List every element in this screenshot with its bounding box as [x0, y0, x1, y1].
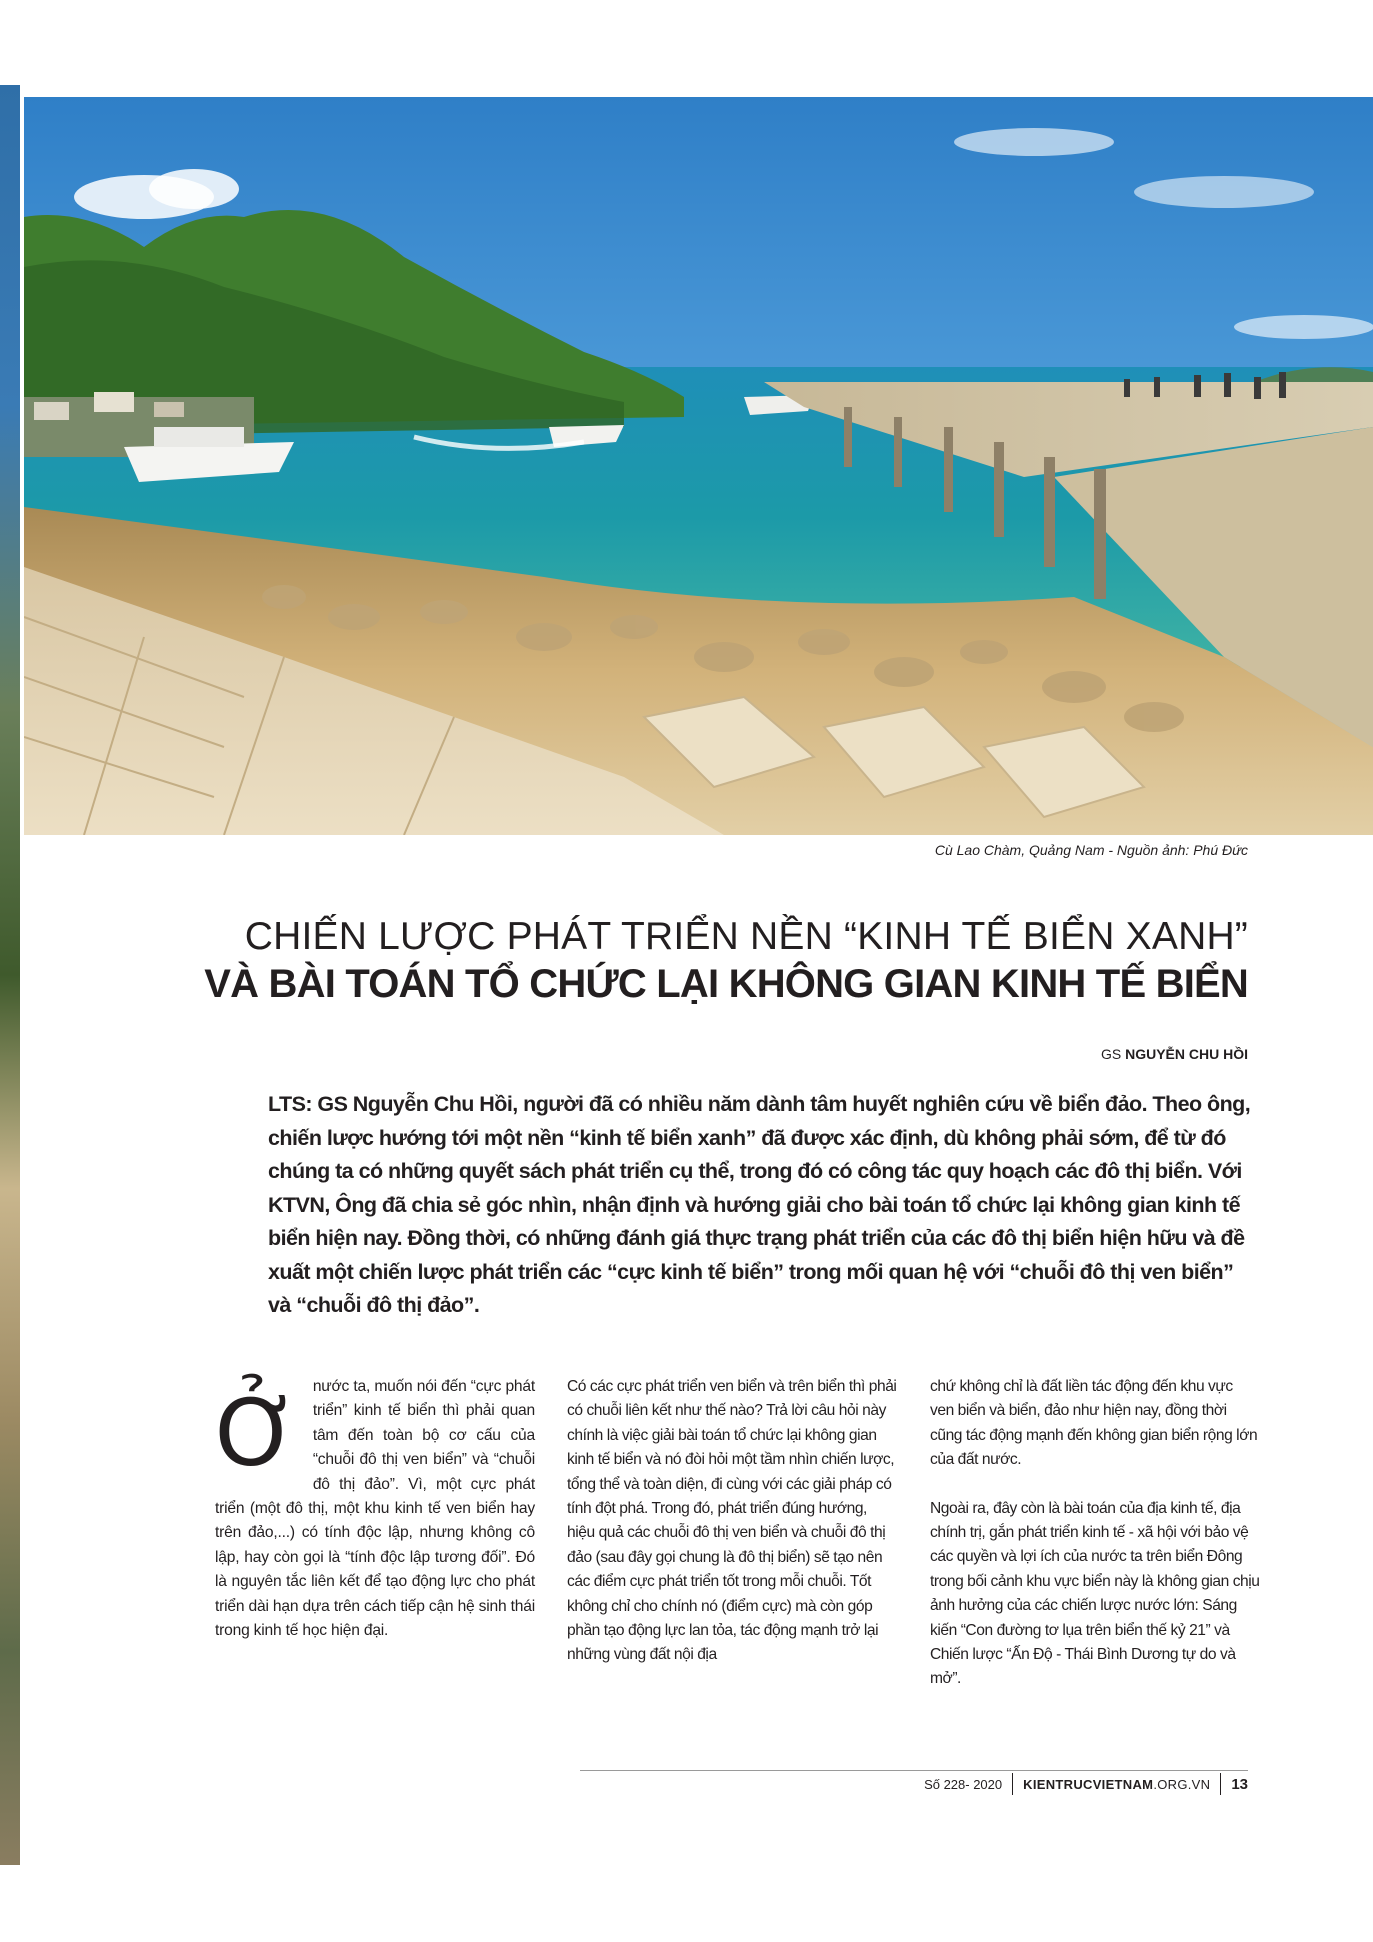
body-column-1 — [215, 1375, 535, 1667]
dropcap: Ở — [215, 1380, 299, 1487]
footer-separator — [1220, 1773, 1221, 1795]
site-link[interactable] — [1023, 1777, 1210, 1792]
issue-number: Số 228- 2020 — [924, 1776, 1003, 1792]
byline-prefix: GS — [1100, 1046, 1122, 1062]
page-footer — [924, 1772, 1248, 1796]
body-paragraph-4: Ngoài ra, đây còn là bài toán của địa kinh tế, địa chính trị, gắn phát triển kinh tế - xã hội với bảo vệ các quyền và lợi ích của nước ta trên biển Đông trong bối cảnh khu vực biển này là không gian chịu ảnh hưởng của các chiến lược nước lớn: Sáng kiến “Con đường tơ lụa trên biển thế kỷ 21” và Chiến lược “Ấn Độ - Thái Bình Dương tự do và mở”. — [930, 1499, 1260, 1688]
byline — [1101, 1046, 1248, 1062]
byline-author: NGUYỄN CHU HỒI — [1125, 1046, 1248, 1062]
body-column-2 — [567, 1375, 897, 1692]
site-main: KIENTRUCVIETNAM — [1023, 1776, 1154, 1792]
photo-caption: Cù Lao Chàm, Quảng Nam - Nguồn ảnh: Phú Đức — [934, 842, 1248, 858]
headline-line-1: CHIẾN LƯỢC PHÁT TRIỂN NỀN “KINH TẾ BIỂN XANH” — [244, 915, 1248, 958]
hero-photo — [24, 97, 1373, 835]
footer-separator — [1012, 1773, 1013, 1795]
adjacent-page-edge — [0, 85, 20, 1865]
body-paragraph-2: Có các cực phát triển ven biển và trên biển thì phải có chuỗi liên kết như thế nào? Trả lời câu hỏi này chính là việc giải bài toán tổ chức lại không gian kinh tế biển và nó đòi hỏi một tầm nhìn chiến lược, tổng thể và toàn diện, đi cùng với các giải pháp có tính đột phá. Trong đó, phát triển đúng hướng, hiệu quả các chuỗi đô thị ven biển và chuỗi đô thị đảo (sau đây gọi chung là đô thị biển) sẽ tạo nên các điểm cực phát triển tốt trong mỗi chuỗi. Tốt không chỉ cho chính nó (điểm cực) mà còn góp phần tạo động lực lan tỏa, tác động mạnh trở lại những vùng đất nội địa — [567, 1378, 897, 1664]
footer-rule — [580, 1770, 1248, 1771]
body-paragraph-3: chứ không chỉ là đất liền tác động đến khu vực ven biển và biển, đảo như hiện nay, đồng thời cũng tác động mạnh đến không gian biển rộng lớn của đất nước. — [930, 1378, 1258, 1469]
site-suffix: .ORG.VN — [1153, 1776, 1211, 1792]
body-paragraph-1: nước ta, muốn nói đến “cực phát triển” kinh tế biển thì phải quan tâm đến toàn bộ cơ cấu của “chuỗi đô thị ven biển” và “chuỗi đô thị đảo”. Vì, một cực phát triển (một đô thị, một khu kinh tế ven biển hay trên đảo,...) có tính độc lập, nhưng không cô lập, hay còn gọi là “tính độc lập tương đối”. Đó là nguyên tắc liên kết để tạo động lực cho phát triển dài hạn dựa trên cách tiếp cận hệ sinh thái trong kinh tế học hiện đại. — [215, 1378, 535, 1640]
body-column-3 — [930, 1375, 1260, 1716]
harbor-illustration — [24, 97, 1373, 835]
headline-line-2: VÀ BÀI TOÁN TỔ CHỨC LẠI KHÔNG GIAN KINH TẾ BIỂN — [204, 962, 1248, 1006]
lead-paragraph: LTS: GS Nguyễn Chu Hồi, người đã có nhiều năm dành tâm huyết nghiên cứu về biển đảo. Theo ông, chiến lược hướng tới một nền “kinh tế biển xanh” đã được xác định, dù không phải sớm, để từ đó chúng ta có những quyết sách phát triển cụ thể, trong đó có công tác quy hoạch các đô thị biển. Với KTVN, Ông đã chia sẻ góc nhìn, nhận định và hướng giải cho bài toán tổ chức lại không gian kinh tế biển hiện nay. Đồng thời, có những đánh giá thực trạng phát triển của các đô thị biển hiện hữu và đề xuất một chiến lược phát triển các “cực kinh tế biển” trong mối quan hệ với “chuỗi đô thị ven biển” và “chuỗi đô thị đảo”. — [268, 1092, 1251, 1317]
page-number: 13 — [1231, 1775, 1248, 1793]
